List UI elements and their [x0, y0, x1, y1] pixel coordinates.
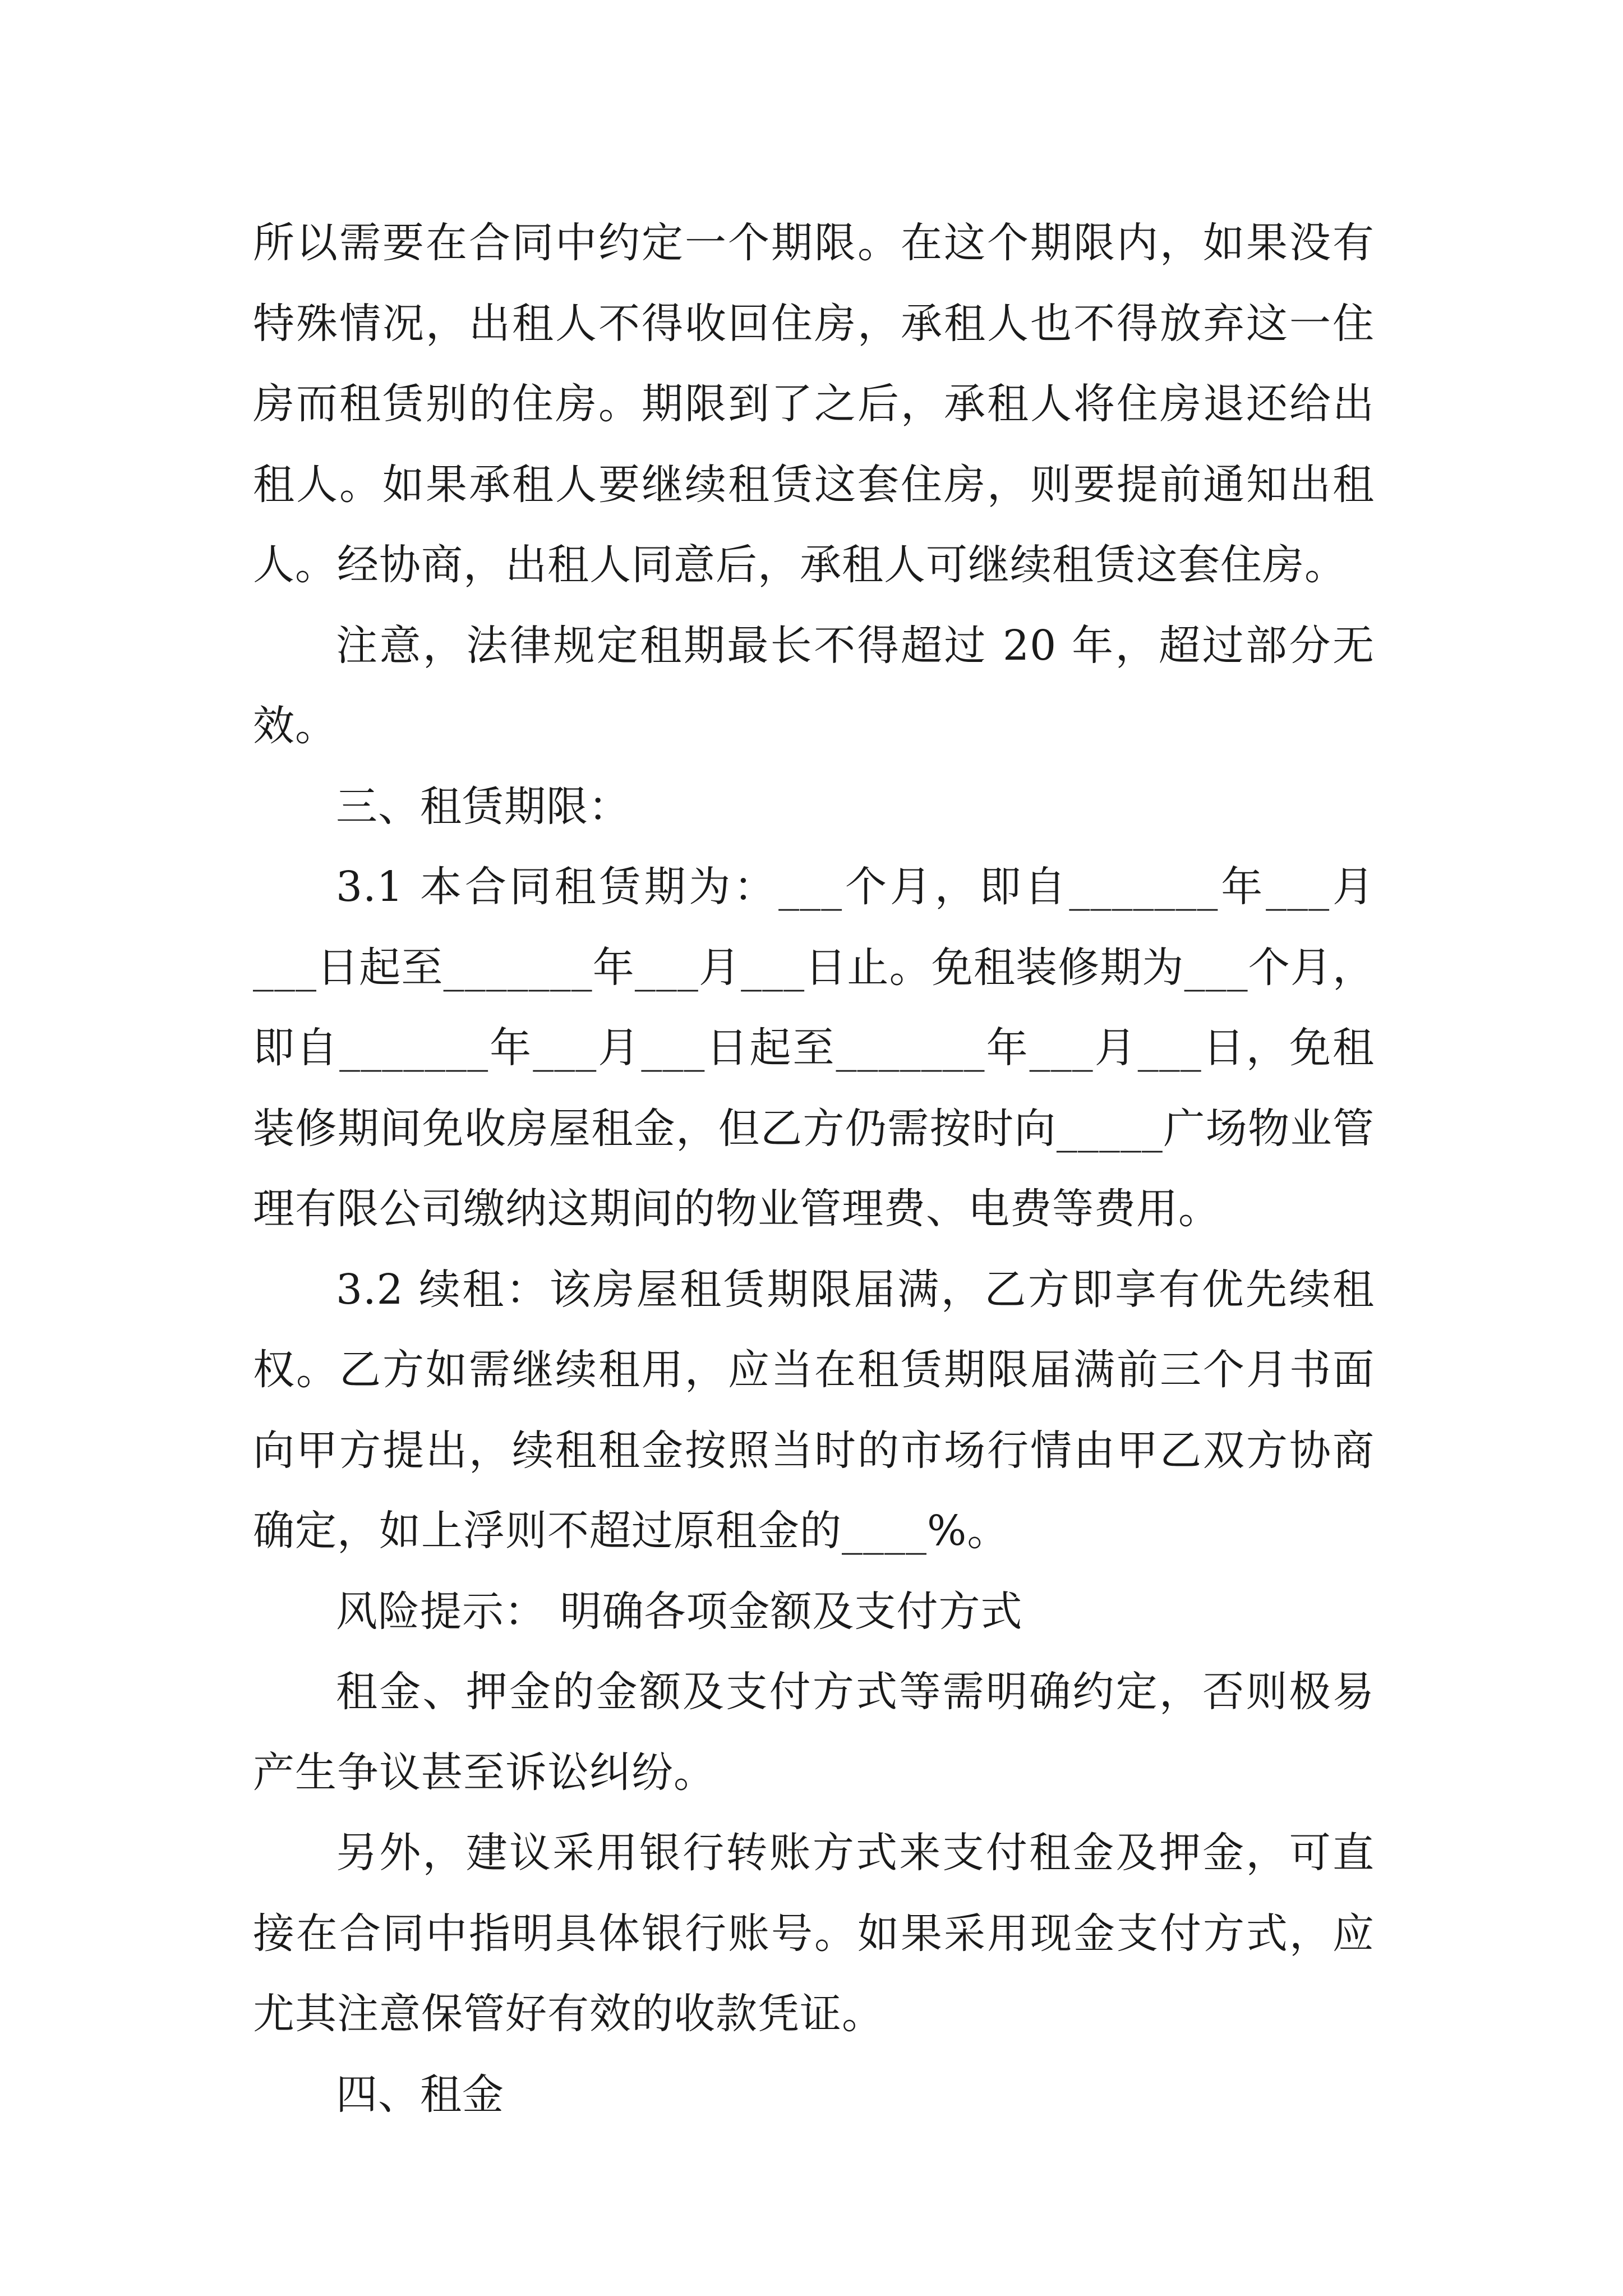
risk-tip-heading: 风险提示： 明确各项金额及支付方式 — [336, 1587, 1023, 1636]
section-heading-lease-term: 三、租赁期限： — [336, 782, 630, 831]
document-body — [253, 203, 1375, 2135]
paragraph-bank-transfer-advice: 另外，建议采用银行转账方式来支付租金及押金，可直接在合同中指明具体银行账号。如果采用现金支付方式，应尤其注意保管好有效的收款凭证。 — [253, 1829, 1375, 2038]
clause-3-2: 3.2 续租：该房屋租赁期限届满，乙方即享有优先续租权。乙方如需继续租用，应当在租赁期限届满前三个月书面向甲方提出，续租租金按照当时的市场行情由甲乙双方协商确定，如上浮则不超过原租金的____%。 — [253, 1265, 1375, 1555]
paragraph-legal-note: 注意，法律规定租期最长不得超过 20 年，超过部分无效。 — [253, 621, 1375, 750]
clause-3-1: 3.1 本合同租赁期为：___个月，即自_______年___月___日起至_______年___月___日止。免租装修期为___个月，即自_______年___月___日起至_______年___月___日，免租装修期间免收房屋租金，但乙方仍需按时向_____广场物业管理有限公司缴纳这期间的物业管理费、电费等费用。 — [253, 863, 1375, 1233]
paragraph-payment-terms: 租金、押金的金额及支付方式等需明确约定，否则极易产生争议甚至诉讼纠纷。 — [253, 1668, 1375, 1797]
paragraph-lease-term-explanation: 所以需要在合同中约定一个期限。在这个期限内，如果没有特殊情况，出租人不得收回住房，承租人也不得放弃这一住房而租赁别的住房。期限到了之后，承租人将住房退还给出租人。如果承租人要继续租赁这套住房，则要提前通知出租人。经协商，出租人同意后，承租人可继续租赁这套住房。 — [253, 219, 1375, 589]
section-heading-rent: 四、租金 — [336, 2070, 504, 2119]
